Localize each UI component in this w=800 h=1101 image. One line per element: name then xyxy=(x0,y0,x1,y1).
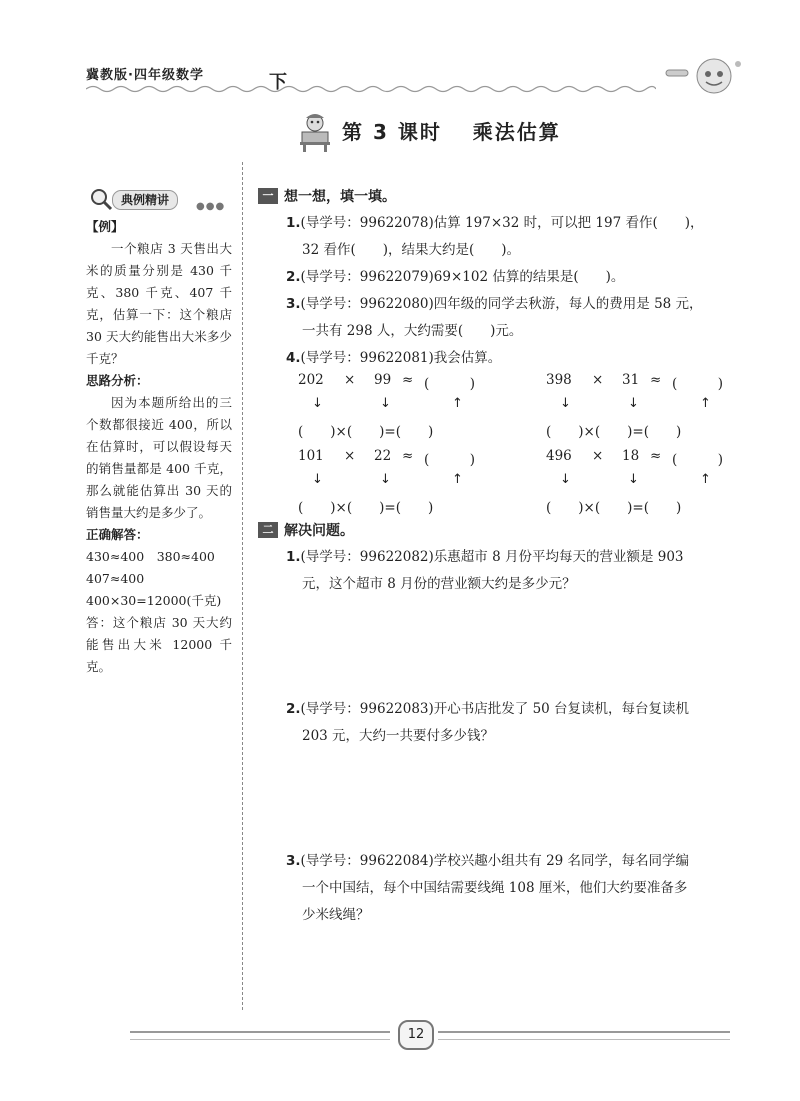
footer-rule-right xyxy=(438,1031,730,1040)
section-1-number: 一 xyxy=(258,188,278,204)
answer-blank[interactable]: ( ) xyxy=(672,452,724,468)
question-text-continued: 203 元，大约一共要付多少钱？ xyxy=(302,728,495,744)
section-2-heading xyxy=(258,520,742,544)
estimate-operand-a: 202 xyxy=(298,372,324,388)
down-arrow-icon: ↓ xyxy=(628,472,639,487)
estimate-block xyxy=(546,448,746,518)
volume-label: 下 xyxy=(269,72,287,93)
question-text-continued: 一共有 298 人，大约需要( )元。 xyxy=(302,323,523,339)
approx-sign: ≈ xyxy=(650,448,662,464)
answer-blank[interactable]: ( ) xyxy=(672,376,724,392)
up-arrow-icon: ↑ xyxy=(452,472,463,487)
up-arrow-icon: ↑ xyxy=(700,472,711,487)
column-divider xyxy=(242,162,243,1010)
lesson-title: 第 3 课时 乘法估算 xyxy=(342,120,561,144)
section-2-title: 解决问题。 xyxy=(284,523,354,539)
estimate-operand-a: 398 xyxy=(546,372,572,388)
magnifier-icon xyxy=(88,186,114,212)
down-arrow-icon: ↓ xyxy=(380,396,391,411)
question-number: 1. xyxy=(286,549,301,565)
fill-row[interactable]: ( )×( )=( ) xyxy=(298,500,434,516)
question-text-continued: 少米线绳？ xyxy=(302,907,370,923)
down-arrow-icon: ↓ xyxy=(312,472,323,487)
up-arrow-icon: ↑ xyxy=(452,396,463,411)
approx-sign: ≈ xyxy=(402,372,414,388)
question-text: (导学号：99622081)我会估算。 xyxy=(300,350,502,366)
estimate-operand-b: 99 xyxy=(374,372,392,388)
answer-space[interactable] xyxy=(258,750,742,848)
times-sign: × xyxy=(592,448,604,464)
estimate-block xyxy=(298,372,498,442)
page-number: 12 xyxy=(398,1020,434,1050)
cartoon-decoration-icon xyxy=(656,56,746,96)
times-sign: × xyxy=(344,372,356,388)
times-sign: × xyxy=(344,448,356,464)
example-column xyxy=(86,186,232,678)
header-wave-decoration xyxy=(86,84,656,94)
answer-blank[interactable]: ( ) xyxy=(424,452,476,468)
estimate-operand-b: 22 xyxy=(374,448,392,464)
estimate-operand-a: 101 xyxy=(298,448,324,464)
answer-conclusion: 答：这个粮店 30 天大约能售出大米 12000 千克。 xyxy=(86,615,232,674)
fill-row[interactable]: ( )×( )=( ) xyxy=(546,424,682,440)
question-number: 1. xyxy=(286,215,301,231)
estimate-block xyxy=(546,372,746,442)
answer-line: 407≈400 xyxy=(86,571,145,586)
question-text: (导学号：99622078)估算 197×32 时，可以把 197 看作( )， xyxy=(300,215,704,231)
down-arrow-icon: ↓ xyxy=(380,472,391,487)
question-2-2 xyxy=(286,696,742,750)
estimation-grid xyxy=(298,372,742,522)
question-text: (导学号：99622079)69×102 估算的结果是( )。 xyxy=(300,269,625,285)
question-text-continued: 元，这个超市 8 月份的营业额大约是多少元？ xyxy=(302,576,576,592)
example-text: 一个粮店 3 天售出大米的质量分别是 430 千克、380 千克、407 千克，估算一下：这个粮店 30 天大约能售出大米多少千克？ xyxy=(86,241,232,366)
question-number: 2. xyxy=(286,269,301,285)
times-sign: × xyxy=(592,372,604,388)
question-number: 3. xyxy=(286,296,301,312)
estimate-operand-b: 31 xyxy=(622,372,640,388)
section-1-heading xyxy=(258,186,742,210)
answer-blank[interactable]: ( ) xyxy=(424,376,476,392)
fill-row[interactable]: ( )×( )=( ) xyxy=(298,424,434,440)
analysis-text: 因为本题所给出的三个数都很接近 400，所以在估算时，可以假设每天的销售量都是 400 千克，那么就能估算出 30 天的销售量大约是多少了。 xyxy=(86,395,232,520)
page-footer xyxy=(130,1020,730,1050)
question-2-1 xyxy=(286,544,742,598)
question-1-1 xyxy=(286,210,742,264)
down-arrow-icon: ↓ xyxy=(560,396,571,411)
example-badge-label: 典例精讲 xyxy=(112,190,178,210)
question-number: 3. xyxy=(286,853,301,869)
question-text: (导学号：99622082)乐惠超市 8 月份平均每天的营业额是 903 xyxy=(300,549,684,565)
question-text: (导学号：99622084)学校兴趣小组共有 29 名同学，每名同学编 xyxy=(300,853,690,869)
exercise-column xyxy=(258,186,742,929)
question-1-2 xyxy=(286,264,742,291)
up-arrow-icon: ↑ xyxy=(700,396,711,411)
down-arrow-icon: ↓ xyxy=(560,472,571,487)
answer-line: 400×30=12000(千克) xyxy=(86,593,222,608)
example-badge xyxy=(86,186,232,212)
question-number: 4. xyxy=(286,350,301,366)
question-2-3 xyxy=(286,848,742,929)
question-text: (导学号：99622080)四年级的同学去秋游，每人的费用是 58 元， xyxy=(300,296,703,312)
estimate-operand-b: 18 xyxy=(622,448,640,464)
section-2-number: 二 xyxy=(258,522,278,538)
question-1-4 xyxy=(286,345,742,372)
student-at-desk-icon xyxy=(298,112,332,152)
question-text-continued: 一个中国结，每个中国结需要线绳 108 厘米，他们大约要准备多 xyxy=(302,880,688,896)
series-label: 冀教版·四年级数学 xyxy=(86,68,204,83)
estimate-operand-a: 496 xyxy=(546,448,572,464)
fill-row[interactable]: ( )×( )=( ) xyxy=(546,500,682,516)
analysis-label: 思路分析： xyxy=(86,373,149,388)
answer-space[interactable] xyxy=(258,598,742,696)
question-1-3 xyxy=(286,291,742,345)
footer-rule-left xyxy=(130,1031,390,1040)
question-text: (导学号：99622083)开心书店批发了 50 台复读机，每台复读机 xyxy=(300,701,690,717)
question-text-continued: 32 看作( )，结果大约是( )。 xyxy=(302,242,521,258)
down-arrow-icon: ↓ xyxy=(628,396,639,411)
approx-sign: ≈ xyxy=(402,448,414,464)
page-header xyxy=(86,60,746,94)
estimate-block xyxy=(298,448,498,518)
question-number: 2. xyxy=(286,701,301,717)
badge-dots-decoration: ●●● xyxy=(196,201,226,212)
down-arrow-icon: ↓ xyxy=(312,396,323,411)
answer-line: 430≈400 380≈400 xyxy=(86,549,215,564)
approx-sign: ≈ xyxy=(650,372,662,388)
section-1-title: 想一想，填一填。 xyxy=(284,189,396,205)
answer-label: 正确解答： xyxy=(86,527,149,542)
example-label: 【例】 xyxy=(86,219,124,234)
